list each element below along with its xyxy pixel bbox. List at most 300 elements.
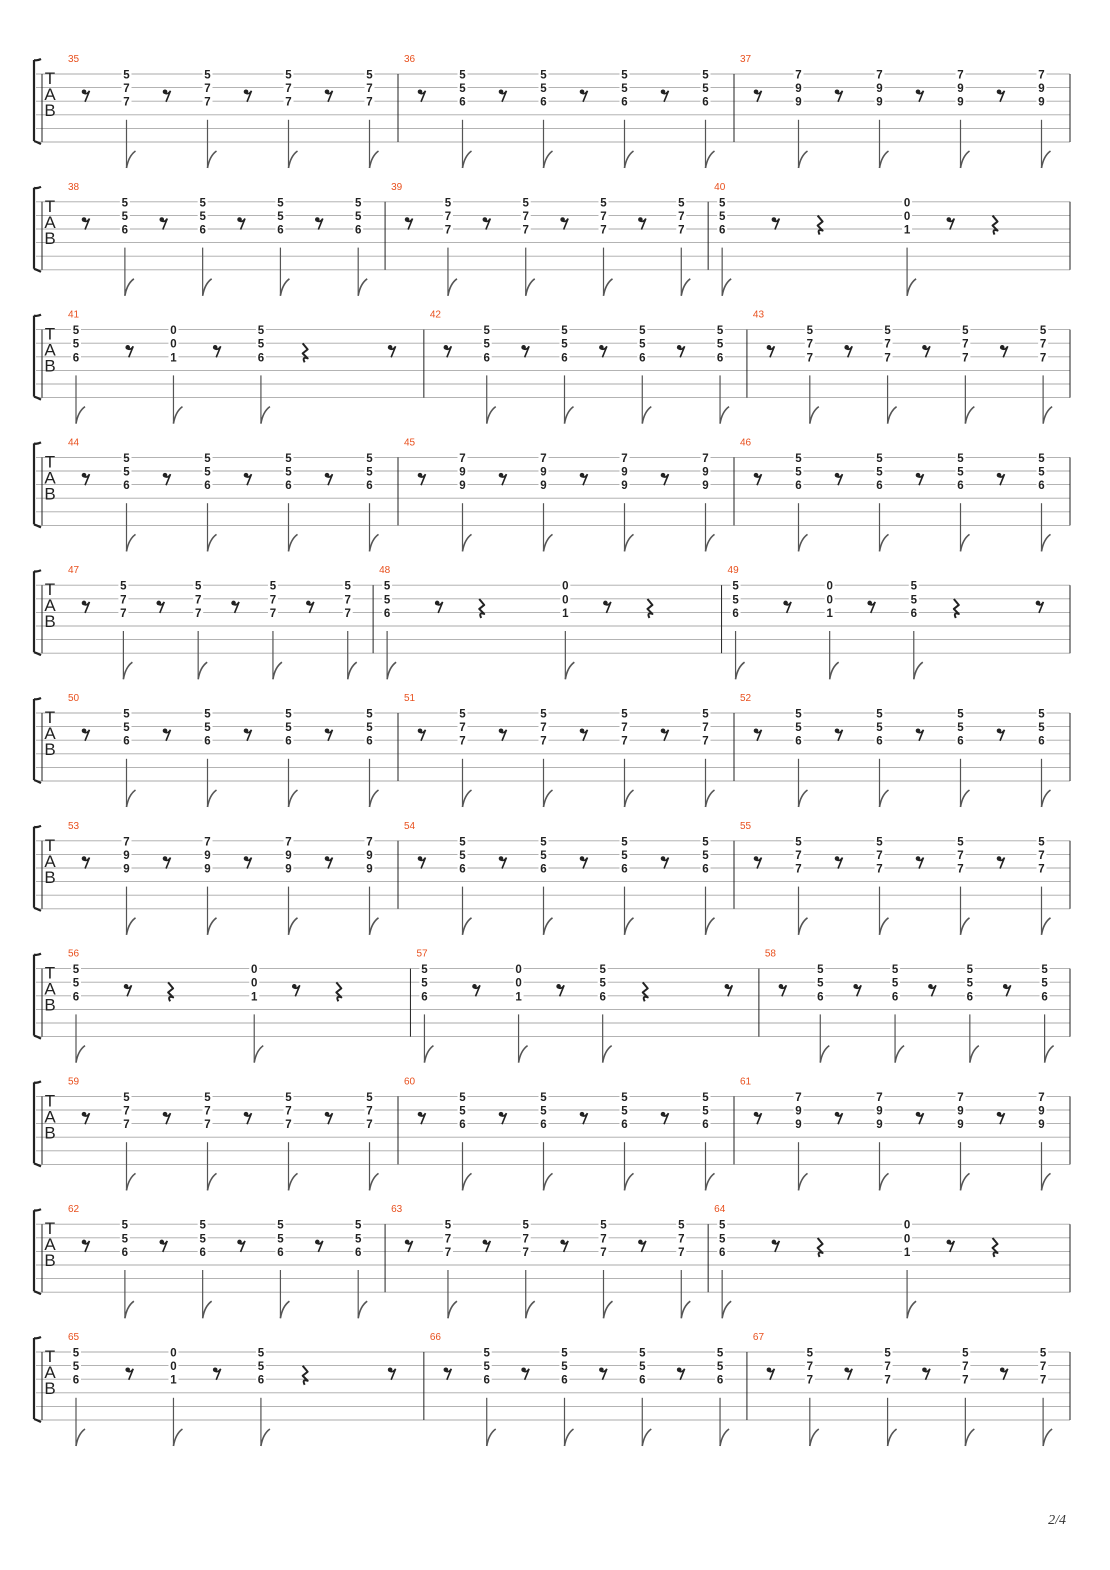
fret-number: 9 xyxy=(1038,1119,1045,1132)
measure-50 xyxy=(68,693,379,807)
fret-number: 9 xyxy=(621,466,628,479)
note-flag xyxy=(1043,1429,1052,1446)
chord xyxy=(701,835,715,935)
fret-number: 5 xyxy=(257,325,265,338)
fret-number: 5 xyxy=(483,1347,490,1360)
note-flag xyxy=(280,279,289,296)
tab-clef-t: T xyxy=(44,580,56,600)
fret-number: 5 xyxy=(277,1233,284,1246)
chord xyxy=(560,579,574,679)
note-flag xyxy=(603,1046,612,1063)
fret-number: 7 xyxy=(884,338,891,351)
fret-number: 9 xyxy=(1038,1105,1045,1118)
fret-number: 5 xyxy=(621,708,628,721)
note-flag xyxy=(370,918,379,935)
fret-number: 5 xyxy=(1038,452,1045,465)
fret-number: 5 xyxy=(199,1233,206,1246)
note-flag xyxy=(681,279,690,296)
chord xyxy=(284,1090,298,1190)
fret-number: 5 xyxy=(639,338,646,351)
chord xyxy=(701,1090,715,1190)
fret-number: 9 xyxy=(366,863,373,876)
fret-number: 5 xyxy=(540,708,547,721)
chord xyxy=(482,324,496,424)
tab-clef-a: A xyxy=(44,724,56,743)
chord xyxy=(956,1090,970,1190)
chord xyxy=(1037,451,1051,551)
tab-clef-b: B xyxy=(44,1123,56,1143)
fret-number: 5 xyxy=(561,338,568,351)
note-flag xyxy=(544,534,553,551)
tab-clef-t: T xyxy=(44,963,56,983)
note-flag xyxy=(961,534,970,551)
fret-number: 1 xyxy=(515,991,522,1004)
chord xyxy=(365,451,379,551)
fret-number: 5 xyxy=(716,325,724,338)
measure-51 xyxy=(404,693,715,807)
chord xyxy=(620,68,634,168)
fret-number: 7 xyxy=(884,1374,891,1387)
chord xyxy=(875,68,889,168)
fret-number: 5 xyxy=(561,325,568,338)
chord xyxy=(249,963,263,1063)
note-flag xyxy=(625,790,634,807)
fret-number: 5 xyxy=(204,466,211,479)
fret-number: 6 xyxy=(121,224,129,237)
tab-clef-a: A xyxy=(44,468,56,488)
chord xyxy=(794,68,808,168)
fret-number: 6 xyxy=(459,96,466,109)
fret-number: 7 xyxy=(806,1374,814,1387)
fret-number: 1 xyxy=(170,352,177,365)
fret-number: 7 xyxy=(285,1119,292,1132)
chord xyxy=(122,1090,136,1190)
note-flag xyxy=(519,1046,528,1063)
fret-number: 7 xyxy=(366,1119,373,1132)
fret-number: 5 xyxy=(459,69,466,82)
chord xyxy=(717,196,731,296)
note-flag xyxy=(127,534,136,551)
chord xyxy=(521,196,535,296)
note-flag xyxy=(706,918,715,935)
note-flag xyxy=(526,1301,535,1318)
fret-number: 9 xyxy=(540,466,547,479)
fret-number: 7 xyxy=(957,849,964,862)
fret-number: 5 xyxy=(285,708,292,721)
fret-number: 7 xyxy=(459,735,466,748)
chord xyxy=(458,68,472,168)
fret-number: 7 xyxy=(204,1119,211,1132)
fret-number: 6 xyxy=(285,735,292,748)
chord xyxy=(521,1218,535,1318)
fret-number: 6 xyxy=(957,480,964,493)
chord xyxy=(539,707,553,807)
measure-number: 63 xyxy=(391,1204,403,1216)
measure-49 xyxy=(728,565,1044,679)
fret-number: 5 xyxy=(702,849,709,862)
fret-number: 5 xyxy=(123,722,130,735)
chord xyxy=(701,707,715,807)
chord xyxy=(1038,1346,1052,1446)
note-flag xyxy=(208,918,217,935)
note-flag xyxy=(604,279,613,296)
tab-clef-b: B xyxy=(44,101,56,120)
chord xyxy=(203,68,217,168)
fret-number: 7 xyxy=(806,338,814,351)
fret-number: 7 xyxy=(123,1105,130,1118)
fret-number: 7 xyxy=(702,722,709,735)
measure-number: 65 xyxy=(68,1332,80,1343)
fret-number: 5 xyxy=(599,977,606,990)
fret-number: 7 xyxy=(204,836,211,849)
fret-number: 5 xyxy=(718,1219,726,1232)
fret-number: 5 xyxy=(702,69,709,82)
fret-number: 9 xyxy=(876,1119,883,1132)
fret-number: 6 xyxy=(702,96,709,109)
note-flag xyxy=(463,151,472,168)
note-flag xyxy=(706,1173,715,1190)
fret-number: 6 xyxy=(817,991,824,1004)
fret-number: 7 xyxy=(540,452,547,465)
fret-number: 1 xyxy=(903,224,911,237)
chord xyxy=(203,835,217,935)
chord xyxy=(458,451,472,551)
fret-number: 5 xyxy=(121,1233,129,1246)
fret-number: 5 xyxy=(72,1361,80,1374)
fret-number: 7 xyxy=(678,210,685,223)
fret-number: 5 xyxy=(366,708,373,721)
fret-number: 5 xyxy=(421,977,428,990)
fret-number: 7 xyxy=(285,83,292,96)
fret-number: 5 xyxy=(718,197,726,210)
fret-number: 7 xyxy=(444,1246,452,1259)
chord xyxy=(120,1218,134,1318)
fret-number: 5 xyxy=(285,69,292,82)
fret-number: 9 xyxy=(621,480,628,493)
chord xyxy=(956,835,970,935)
note-flag xyxy=(961,1173,970,1190)
fret-number: 9 xyxy=(957,1105,964,1118)
measure-38 xyxy=(68,182,367,296)
fret-number: 5 xyxy=(891,964,899,977)
fret-number: 7 xyxy=(522,1233,529,1246)
note-flag xyxy=(370,1173,379,1190)
fret-number: 6 xyxy=(910,607,917,620)
chord xyxy=(598,963,612,1063)
chord xyxy=(203,1090,217,1190)
tab-system xyxy=(34,54,1070,168)
fret-number: 6 xyxy=(285,480,292,493)
fret-number: 7 xyxy=(120,594,127,607)
tab-clef-b: B xyxy=(44,1379,56,1398)
note-flag xyxy=(254,1046,263,1063)
fret-number: 5 xyxy=(123,466,130,479)
fret-number: 7 xyxy=(600,210,607,223)
fret-number: 9 xyxy=(123,849,130,862)
fret-number: 5 xyxy=(383,580,391,593)
fret-number: 7 xyxy=(444,224,452,237)
note-flag xyxy=(448,279,457,296)
fret-number: 6 xyxy=(483,352,490,365)
note-flag xyxy=(1043,407,1052,424)
fret-number: 5 xyxy=(522,197,529,210)
note-flag xyxy=(370,534,379,551)
fret-number: 5 xyxy=(732,594,739,607)
fret-number: 5 xyxy=(621,849,628,862)
note-flag xyxy=(888,407,897,424)
note-flag xyxy=(720,407,729,424)
note-flag xyxy=(720,1429,729,1446)
chord xyxy=(365,68,379,168)
measure-number: 56 xyxy=(68,948,80,960)
fret-number: 5 xyxy=(257,1361,265,1374)
fret-number: 5 xyxy=(702,1105,709,1118)
note-flag xyxy=(625,1173,634,1190)
fret-number: 5 xyxy=(354,1233,362,1246)
tab-clef-a: A xyxy=(44,1107,56,1127)
fret-number: 7 xyxy=(120,607,127,620)
measure-58 xyxy=(765,949,1054,1063)
measure-number: 42 xyxy=(429,309,441,321)
fret-number: 5 xyxy=(121,197,129,210)
fret-number: 5 xyxy=(123,452,130,465)
measure-62 xyxy=(68,1204,367,1318)
fret-number: 7 xyxy=(366,836,373,849)
fret-number: 9 xyxy=(957,83,964,96)
note-flag xyxy=(544,790,553,807)
note-flag xyxy=(880,534,889,551)
chord xyxy=(620,1090,634,1190)
measure-number: 49 xyxy=(727,565,739,577)
chord xyxy=(443,196,457,296)
fret-number: 6 xyxy=(957,735,964,748)
fret-number: 6 xyxy=(277,1246,284,1259)
note-flag xyxy=(961,151,970,168)
chord xyxy=(956,707,970,807)
note-flag xyxy=(799,790,808,807)
fret-number: 6 xyxy=(540,96,547,109)
note-flag xyxy=(914,662,923,679)
tab-clef-t: T xyxy=(44,1219,56,1239)
measure-48 xyxy=(379,565,652,679)
note-flag xyxy=(880,790,889,807)
fret-number: 5 xyxy=(957,836,964,849)
fret-number: 5 xyxy=(884,325,891,338)
note-flag xyxy=(289,534,298,551)
fret-number: 7 xyxy=(540,722,547,735)
fret-number: 0 xyxy=(251,964,258,977)
fret-number: 5 xyxy=(621,836,628,849)
fret-number: 7 xyxy=(957,69,964,82)
fret-number: 7 xyxy=(522,224,529,237)
fret-number: 9 xyxy=(795,96,802,109)
measure-number: 39 xyxy=(391,181,403,193)
fret-number: 5 xyxy=(561,1361,568,1374)
measure-number: 62 xyxy=(68,1204,80,1216)
fret-number: 5 xyxy=(962,325,969,338)
chord xyxy=(365,1090,379,1190)
fret-number: 1 xyxy=(170,1374,177,1387)
fret-number: 7 xyxy=(123,1119,130,1132)
measure-number: 59 xyxy=(68,1076,80,1088)
measure-number: 35 xyxy=(68,54,80,65)
measure-61 xyxy=(740,1076,1051,1190)
measure-number: 44 xyxy=(68,437,80,449)
chord xyxy=(203,707,217,807)
fret-number: 5 xyxy=(199,1219,206,1232)
fret-number: 7 xyxy=(957,863,964,876)
note-flag xyxy=(76,407,85,424)
fret-number: 5 xyxy=(621,1091,628,1104)
fret-number: 7 xyxy=(600,224,607,237)
fret-number: 5 xyxy=(678,1219,685,1232)
note-flag xyxy=(1042,151,1051,168)
fret-number: 5 xyxy=(459,83,466,96)
fret-number: 5 xyxy=(540,1105,547,1118)
fret-number: 5 xyxy=(366,1091,373,1104)
fret-number: 5 xyxy=(876,708,883,721)
chord xyxy=(443,1218,457,1318)
note-flag xyxy=(127,1173,136,1190)
note-flag xyxy=(208,534,217,551)
fret-number: 9 xyxy=(1038,96,1045,109)
fret-number: 5 xyxy=(876,452,883,465)
fret-number: 7 xyxy=(806,352,814,365)
fret-number: 5 xyxy=(540,849,547,862)
fret-number: 5 xyxy=(702,83,709,96)
fret-number: 7 xyxy=(285,836,292,849)
fret-number: 5 xyxy=(354,1219,362,1232)
measure-number: 36 xyxy=(404,54,416,65)
chord xyxy=(198,196,212,296)
fret-number: 9 xyxy=(957,1119,964,1132)
fret-number: 6 xyxy=(1038,480,1045,493)
tab-clef-b: B xyxy=(44,612,56,632)
tab-system xyxy=(34,1332,1070,1446)
chord xyxy=(1037,707,1051,807)
fret-number: 1 xyxy=(562,607,569,620)
fret-number: 5 xyxy=(817,964,824,977)
fret-number: 5 xyxy=(910,594,917,607)
fret-number: 7 xyxy=(366,1105,373,1118)
fret-number: 5 xyxy=(639,1361,646,1374)
measure-40 xyxy=(714,182,997,296)
note-flag xyxy=(830,662,839,679)
fret-number: 5 xyxy=(459,849,466,862)
measure-number: 57 xyxy=(416,948,428,960)
fret-number: 5 xyxy=(1041,977,1048,990)
fret-number: 7 xyxy=(123,83,130,96)
fret-number: 7 xyxy=(344,607,351,620)
note-flag xyxy=(970,1046,979,1063)
fret-number: 7 xyxy=(962,338,969,351)
fret-number: 5 xyxy=(599,964,606,977)
fret-number: 6 xyxy=(123,735,130,748)
note-flag xyxy=(123,662,132,679)
chord xyxy=(701,451,715,551)
fret-number: 7 xyxy=(806,1361,814,1374)
tab-clef-a: A xyxy=(44,596,56,616)
fret-number: 7 xyxy=(459,722,466,735)
fret-number: 5 xyxy=(600,1219,607,1232)
page-number: 2/4 xyxy=(1048,1513,1066,1528)
note-flag xyxy=(173,407,182,424)
chord xyxy=(560,1346,574,1446)
fret-number: 9 xyxy=(876,83,883,96)
fret-number: 5 xyxy=(962,1347,969,1360)
note-flag xyxy=(348,662,357,679)
chord xyxy=(676,196,690,296)
tab-clef-t: T xyxy=(44,1091,56,1111)
fret-number: 9 xyxy=(204,849,211,862)
fret-number: 7 xyxy=(123,96,130,109)
fret-number: 9 xyxy=(702,466,709,479)
tab-clef-b: B xyxy=(44,995,56,1015)
fret-number: 6 xyxy=(966,991,974,1004)
fret-number: 6 xyxy=(639,1374,646,1387)
fret-number: 7 xyxy=(1039,1361,1047,1374)
chord xyxy=(676,1218,690,1318)
fret-number: 0 xyxy=(903,1219,911,1232)
chord xyxy=(458,1090,472,1190)
fret-number: 6 xyxy=(277,224,284,237)
fret-number: 5 xyxy=(121,210,129,223)
fret-number: 6 xyxy=(366,735,373,748)
tab-system xyxy=(34,1076,1070,1190)
fret-number: 6 xyxy=(718,224,726,237)
chord xyxy=(902,1218,916,1318)
fret-number: 7 xyxy=(795,1091,802,1104)
note-flag xyxy=(1042,790,1051,807)
note-flag xyxy=(961,918,970,935)
fret-number: 6 xyxy=(891,991,899,1004)
chord xyxy=(275,196,289,296)
measure-52 xyxy=(740,693,1051,807)
note-flag xyxy=(799,918,808,935)
fret-number: 1 xyxy=(826,607,833,620)
chord xyxy=(794,707,808,807)
note-flag xyxy=(810,407,819,424)
measure-66 xyxy=(430,1332,729,1446)
note-flag xyxy=(1042,1173,1051,1190)
fret-number: 9 xyxy=(285,849,292,862)
fret-number: 5 xyxy=(1039,325,1047,338)
measure-number: 37 xyxy=(740,54,752,65)
note-flag xyxy=(370,151,379,168)
fret-number: 1 xyxy=(251,991,258,1004)
tab-clef-t: T xyxy=(44,69,56,88)
fret-number: 5 xyxy=(354,197,362,210)
fret-number: 9 xyxy=(459,466,466,479)
note-flag xyxy=(880,918,889,935)
fret-number: 5 xyxy=(483,338,490,351)
fret-number: 5 xyxy=(732,580,739,593)
fret-number: 6 xyxy=(383,607,391,620)
chord xyxy=(514,963,528,1063)
chord xyxy=(482,1346,496,1446)
fret-number: 5 xyxy=(1038,466,1045,479)
fret-number: 5 xyxy=(795,836,802,849)
fret-number: 6 xyxy=(366,480,373,493)
fret-number: 6 xyxy=(354,224,362,237)
measure-number: 60 xyxy=(404,1076,416,1088)
chord xyxy=(875,451,889,551)
measure-45 xyxy=(404,437,715,551)
fret-number: 6 xyxy=(72,352,80,365)
chord xyxy=(353,196,367,296)
fret-number: 5 xyxy=(716,1347,724,1360)
fret-number: 6 xyxy=(599,991,606,1004)
